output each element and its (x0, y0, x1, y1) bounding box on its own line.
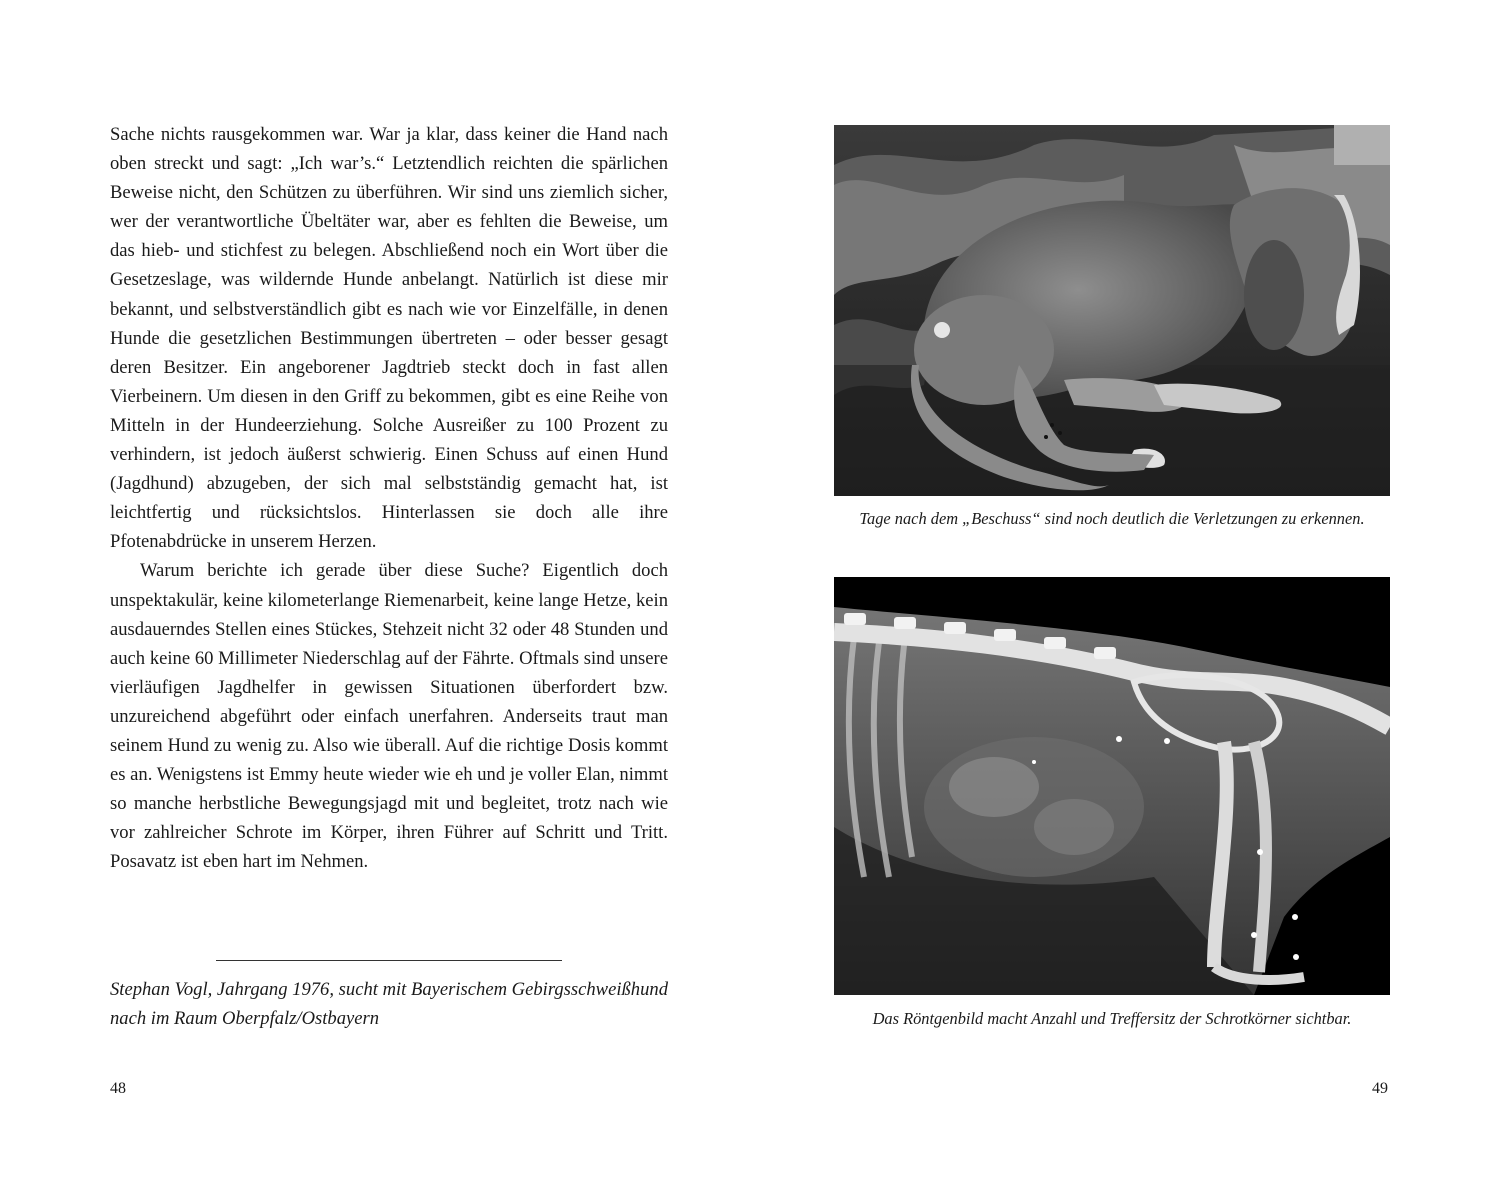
paragraph-2: Warum berichte ich gerade über diese Suche? Eigentlich doch unspektakulär, keine kilometerlange Riemenarbeit, keine lange Hetze, kein ausdauerndes Stellen eines Stückes, Stehzeit nicht 32 oder 48 Stunden und auch keine 60 Millimeter Niederschlag auf der Fährte. Oftmals sind unsere vierläufigen Jagdhelfer in gewissen Situationen überfordert bzw. unzureichend abgeführt oder einfach unerfahren. Anderseits traut man seinem Hund zu wenig zu. Also wie überall. Auf die richtige Dosis kommt es an. Wenigstens ist Emmy heute wieder wie eh und je voller Elan, nimmt so manche herbstliche Bewegungsjagd mit und begleitet, trotz nach wie vor zahlreicher Schrote im Körper, ihren Führer auf Schritt und Tritt. Posavatz ist eben hart im Nehmen. (110, 560, 668, 873)
body-text (110, 120, 668, 876)
right-page (750, 0, 1500, 1195)
dog-photo-illustration (834, 125, 1390, 496)
page-number-left: 48 (110, 1080, 126, 1097)
dog-photo-caption: Tage nach dem „Beschuss“ sind noch deutlich die Verletzungen zu erkennen. (859, 509, 1365, 528)
xray-caption: Das Röntgenbild macht Anzahl und Treffersitz der Schrotkörner sichtbar. (872, 1009, 1352, 1028)
paragraph-1: Sache nichts rausgekommen war. War ja klar, dass keiner die Hand nach oben streckt und sagt: „Ich war’s.“ Letztendlich reichten die spärlichen Beweise nicht, den Schützen zu überführen. Wir sind uns ziemlich sicher, wer der verantwortliche Übeltäter war, aber es fehlten die Beweise, um das hieb- und stichfest zu belegen. Abschließend noch ein Wort über die Gesetzeslage, was wildernde Hunde anbelangt. Natürlich ist diese mir bekannt, und selbstverständlich gibt es nach wie vor Einzelfälle, in denen Hunde die gesetzlichen Bestimmungen übertreten – oder besser gesagt deren Besitzer. Ein angeborener Jagdtrieb steckt doch in fast allen Vierbeinern. Um diesen in den Griff zu bekommen, gibt es eine Reihe von Mitteln in der Hundeerziehung. Solche Ausreißer zu 100 Prozent zu verhindern, ist jedoch äußerst schwierig. Einen Schuss auf einen Hund (Jagdhund) abzugeben, der sich mal selbstständig gemacht hat, ist leichtfertig und rücksichtslos. Hinterlassen sie doch alle ihre Pfotenabdrücke in unserem Herzen. (110, 124, 668, 553)
separator-rule (216, 960, 562, 961)
xray-illustration (834, 577, 1390, 995)
xray-image (834, 577, 1390, 995)
dog-photo (834, 125, 1390, 496)
page-number-right: 49 (1372, 1080, 1388, 1097)
author-bio: Stephan Vogl, Jahrgang 1976, sucht mit Bayerischem Gebirgsschweißhund nach im Raum Oberpfalz/Ostbayern (110, 979, 668, 1029)
